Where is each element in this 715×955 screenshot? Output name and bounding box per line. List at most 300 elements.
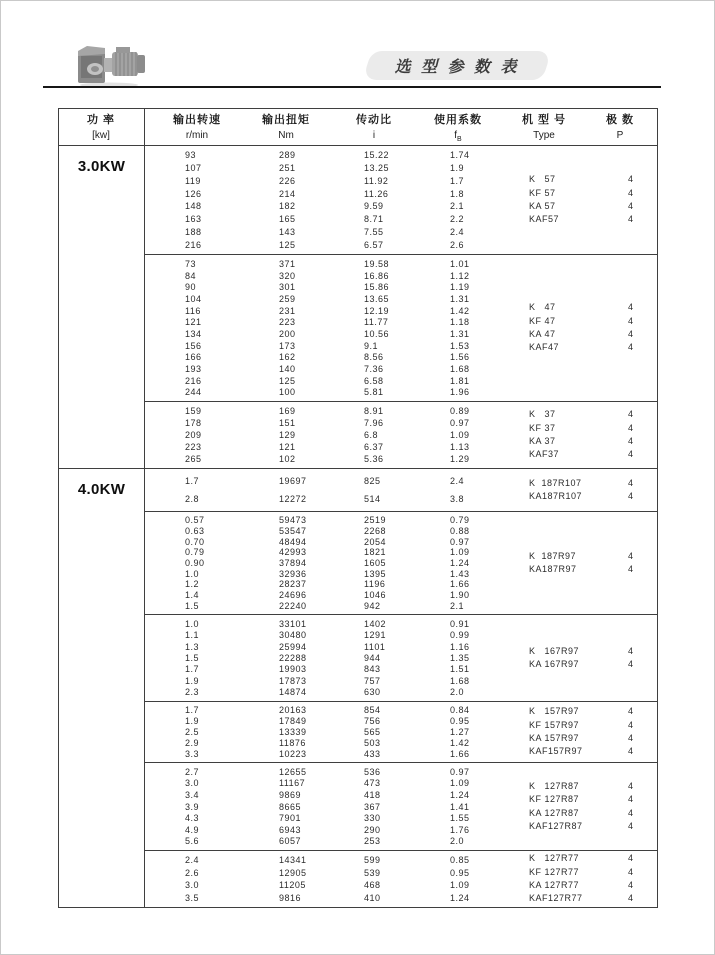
torque-value: 11876 <box>279 737 306 748</box>
poles-value: 4 <box>628 302 634 313</box>
type-designation: KAF37 <box>529 449 560 460</box>
torque-column <box>279 763 307 850</box>
page-title-badge <box>362 51 551 80</box>
type-designation: K 37 <box>529 409 556 420</box>
torque-value: 226 <box>279 175 296 186</box>
torque-value: 7901 <box>279 813 302 824</box>
poles-value: 4 <box>628 807 634 818</box>
type-designation: KA 167R97 <box>529 659 580 669</box>
type-designation: KA 157R97 <box>529 733 580 743</box>
speed-value: 4.9 <box>185 824 200 835</box>
speed-value: 244 <box>185 387 202 398</box>
speed-value: 107 <box>185 163 202 174</box>
torque-value: 53547 <box>279 526 307 536</box>
torque-value: 28237 <box>279 579 307 590</box>
speed-column <box>185 702 199 762</box>
type-designation: KAF127R77 <box>529 893 583 904</box>
ratio-block <box>144 701 657 762</box>
power-section-data <box>144 146 657 468</box>
type-column <box>529 615 579 701</box>
factor-value: 1.8 <box>450 188 465 199</box>
factor-value: 1.66 <box>450 579 470 590</box>
factor-value: 0.97 <box>450 766 470 777</box>
ratio-value: 9.59 <box>364 201 384 212</box>
factor-value: 1.24 <box>450 789 470 800</box>
speed-value: 3.4 <box>185 789 200 800</box>
torque-value: 165 <box>279 214 296 225</box>
speed-value: 1.3 <box>185 641 200 652</box>
torque-column <box>279 851 307 907</box>
factor-value: 1.56 <box>450 352 470 363</box>
factor-value: 1.19 <box>450 282 470 293</box>
speed-value: 0.63 <box>185 526 205 536</box>
ratio-value: 1046 <box>364 590 387 601</box>
factor-value: 1.31 <box>450 328 470 339</box>
speed-value: 3.0 <box>185 880 200 891</box>
factor-value: 0.97 <box>450 418 470 428</box>
torque-value: 121 <box>279 442 296 452</box>
poles-value: 4 <box>628 449 634 460</box>
speed-value: 2.7 <box>185 766 200 777</box>
ratio-value: 1395 <box>364 568 387 579</box>
speed-column <box>185 255 202 401</box>
speed-value: 3.5 <box>185 892 200 903</box>
factor-value: 1.42 <box>450 737 470 748</box>
torque-value: 19903 <box>279 664 307 675</box>
power-column-divider <box>144 109 145 907</box>
ratio-value: 11.26 <box>364 188 389 199</box>
ratio-value: 418 <box>364 789 381 800</box>
speed-value: 216 <box>185 375 202 386</box>
torque-value: 200 <box>279 328 296 339</box>
speed-value: 156 <box>185 340 202 351</box>
power-section <box>59 468 657 907</box>
factor-value: 2.0 <box>450 687 465 698</box>
torque-value: 22240 <box>279 600 307 611</box>
type-designation: KF 47 <box>529 315 556 326</box>
type-designation: KA 127R77 <box>529 880 580 890</box>
speed-value: 216 <box>185 239 202 250</box>
speed-column <box>185 469 199 511</box>
col-header-service-factor <box>434 112 482 146</box>
type-designation: KA 57 <box>529 201 556 211</box>
type-column <box>529 763 583 850</box>
torque-value: 12272 <box>279 494 307 504</box>
col-header-power-unit: [kw] <box>92 130 110 141</box>
speed-value: 4.3 <box>185 813 200 824</box>
factor-column <box>450 702 470 762</box>
col-header-speed <box>173 112 221 142</box>
type-column <box>529 146 559 254</box>
ratio-value: 433 <box>364 748 381 759</box>
torque-value: 22288 <box>279 652 307 663</box>
torque-column <box>279 469 307 511</box>
torque-value: 182 <box>279 201 296 212</box>
ratio-block <box>144 762 657 850</box>
factor-value: 1.09 <box>450 430 470 440</box>
speed-value: 2.6 <box>185 867 200 878</box>
factor-value: 2.6 <box>450 239 465 250</box>
torque-value: 12905 <box>279 867 307 878</box>
poles-value: 4 <box>628 564 634 574</box>
type-column <box>529 512 577 614</box>
ratio-value: 16.86 <box>364 270 390 281</box>
factor-value: 0.95 <box>450 716 470 727</box>
table-body <box>59 146 657 907</box>
factor-value: 1.96 <box>450 387 470 398</box>
speed-value: 159 <box>185 406 202 416</box>
type-designation: KAF127R87 <box>529 820 583 831</box>
torque-value: 6057 <box>279 836 302 847</box>
poles-column <box>628 702 634 762</box>
speed-value: 5.6 <box>185 836 200 847</box>
poles-value: 4 <box>628 659 634 669</box>
type-column <box>529 402 559 468</box>
speed-value: 0.70 <box>185 536 205 547</box>
speed-value: 1.7 <box>185 664 200 675</box>
ratio-value: 565 <box>364 726 381 737</box>
poles-value: 4 <box>628 174 634 185</box>
factor-column <box>450 402 470 468</box>
power-section-data <box>144 469 657 907</box>
factor-value: 1.43 <box>450 568 470 579</box>
col-header-power <box>87 112 115 142</box>
speed-column <box>185 763 199 850</box>
speed-value: 1.1 <box>185 630 200 641</box>
factor-value: 1.53 <box>450 340 470 351</box>
type-designation: KA 37 <box>529 436 556 446</box>
ratio-column <box>364 851 381 907</box>
ratio-value: 330 <box>364 813 381 824</box>
torque-value: 37894 <box>279 558 307 569</box>
ratio-value: 13.25 <box>364 163 390 174</box>
ratio-value: 7.96 <box>364 418 384 428</box>
torque-value: 11167 <box>279 778 306 789</box>
ratio-value: 854 <box>364 705 381 716</box>
gearmotor-illustration <box>75 42 157 90</box>
speed-value: 1.0 <box>185 618 200 629</box>
torque-column <box>279 615 307 701</box>
torque-value: 14341 <box>279 855 307 866</box>
factor-column <box>450 469 464 511</box>
factor-value: 2.4 <box>450 476 465 486</box>
factor-value: 1.13 <box>450 442 470 452</box>
torque-value: 48494 <box>279 536 307 547</box>
ratio-column <box>364 702 381 762</box>
speed-value: 1.7 <box>185 476 200 486</box>
ratio-value: 10.56 <box>364 328 390 339</box>
factor-value: 2.1 <box>450 600 465 611</box>
factor-value: 1.35 <box>450 652 470 663</box>
factor-value: 1.68 <box>450 675 470 686</box>
ratio-value: 2268 <box>364 526 387 536</box>
type-designation: KF 57 <box>529 187 556 198</box>
speed-value: 90 <box>185 282 197 293</box>
type-designation: K 47 <box>529 302 556 313</box>
speed-value: 134 <box>185 328 202 339</box>
torque-value: 102 <box>279 454 296 464</box>
torque-column <box>279 255 296 401</box>
ratio-column <box>364 512 386 614</box>
poles-column <box>628 512 634 614</box>
ratio-block <box>144 469 657 511</box>
speed-value: 93 <box>185 150 197 161</box>
factor-value: 0.88 <box>450 526 470 536</box>
speed-column <box>185 851 199 907</box>
torque-value: 231 <box>279 305 296 316</box>
ratio-value: 15.22 <box>364 150 390 161</box>
speed-value: 3.9 <box>185 801 200 812</box>
poles-column <box>628 615 634 701</box>
poles-value: 4 <box>628 409 634 420</box>
speed-value: 0.57 <box>185 515 205 526</box>
col-header-service-factor-unit: $f_B$ <box>454 130 462 143</box>
ratio-column <box>364 402 384 468</box>
speed-value: 1.2 <box>185 579 200 590</box>
factor-column <box>450 615 470 701</box>
type-designation: K 157R97 <box>529 706 580 717</box>
poles-column <box>628 146 634 254</box>
col-header-torque-unit: Nm <box>278 130 294 141</box>
col-header-speed-zh: 输出转速 <box>173 114 221 126</box>
ratio-value: 473 <box>364 778 381 789</box>
col-header-ratio-zh: 传动比 <box>356 114 392 126</box>
poles-value: 4 <box>628 820 634 831</box>
gearmotor-photo <box>75 42 157 90</box>
ratio-block <box>144 614 657 701</box>
type-designation: K 187R107 <box>529 477 582 488</box>
torque-value: 19697 <box>279 476 307 486</box>
factor-value: 1.9 <box>450 163 465 174</box>
col-header-ratio-unit: i <box>372 130 376 141</box>
factor-value: 2.2 <box>450 214 465 225</box>
speed-value: 126 <box>185 188 202 199</box>
torque-column <box>279 402 296 468</box>
factor-value: 1.24 <box>450 892 470 903</box>
ratio-value: 6.58 <box>364 375 384 386</box>
factor-column <box>450 512 470 614</box>
poles-value: 4 <box>628 780 634 791</box>
type-column <box>529 702 583 762</box>
factor-column <box>450 255 470 401</box>
factor-value: 0.99 <box>450 630 470 641</box>
ratio-value: 468 <box>364 880 381 891</box>
torque-value: 129 <box>279 430 296 440</box>
type-designation: K 127R77 <box>529 853 580 864</box>
ratio-value: 1402 <box>364 618 387 629</box>
torque-value: 30480 <box>279 630 307 641</box>
torque-value: 100 <box>279 387 296 398</box>
factor-value: 1.68 <box>450 363 470 374</box>
torque-value: 59473 <box>279 515 307 526</box>
torque-value: 223 <box>279 317 296 328</box>
col-header-torque <box>262 112 310 142</box>
col-header-service-factor-zh: 使用系数 <box>434 114 482 126</box>
factor-value: 0.89 <box>450 406 470 416</box>
factor-value: 1.09 <box>450 547 470 558</box>
poles-value: 4 <box>628 550 634 561</box>
factor-value: 1.66 <box>450 748 470 759</box>
ratio-value: 503 <box>364 737 381 748</box>
factor-value: 1.27 <box>450 726 470 737</box>
speed-value: 166 <box>185 352 202 363</box>
factor-value: 0.79 <box>450 515 470 526</box>
type-column <box>529 469 582 511</box>
ratio-block <box>144 401 657 468</box>
col-header-type-zh: 机 型 号 <box>521 114 567 126</box>
torque-value: 214 <box>279 188 296 199</box>
factor-value: 2.4 <box>450 226 465 237</box>
speed-value: 1.7 <box>185 705 200 716</box>
poles-value: 4 <box>628 187 634 198</box>
factor-value: 1.12 <box>450 270 470 281</box>
type-designation: KF 127R87 <box>529 794 580 805</box>
poles-value: 4 <box>628 436 634 446</box>
speed-value: 1.5 <box>185 600 200 611</box>
poles-value: 4 <box>628 214 634 225</box>
power-cell <box>59 469 144 907</box>
speed-value: 84 <box>185 270 197 281</box>
ratio-value: 6.57 <box>364 239 384 250</box>
ratio-value: 942 <box>364 600 381 611</box>
ratio-value: 12.19 <box>364 305 390 316</box>
torque-value: 13339 <box>279 726 307 737</box>
factor-value: 1.55 <box>450 813 470 824</box>
factor-value: 1.18 <box>450 317 470 328</box>
ratio-value: 1196 <box>364 579 386 590</box>
ratio-value: 1101 <box>364 641 386 652</box>
ratio-block <box>144 511 657 614</box>
ratio-block <box>144 146 657 254</box>
speed-value: 116 <box>185 305 201 316</box>
speed-value: 178 <box>185 418 202 428</box>
torque-value: 6943 <box>279 824 302 835</box>
col-header-type-unit: Type <box>533 130 555 141</box>
speed-value: 119 <box>185 175 201 186</box>
poles-value: 4 <box>628 733 634 743</box>
factor-value: 1.7 <box>450 175 465 186</box>
ratio-value: 6.8 <box>364 430 379 440</box>
torque-value: 20163 <box>279 705 307 716</box>
ratio-column <box>364 469 381 511</box>
torque-value: 151 <box>279 418 296 428</box>
poles-value: 4 <box>628 853 634 864</box>
ratio-block <box>144 850 657 907</box>
ratio-value: 1291 <box>364 630 387 641</box>
ratio-value: 825 <box>364 476 381 486</box>
ratio-value: 8.91 <box>364 406 384 416</box>
col-header-poles-unit: P <box>616 130 624 141</box>
poles-column <box>628 763 634 850</box>
ratio-value: 5.81 <box>364 387 384 398</box>
poles-value: 4 <box>628 706 634 717</box>
col-header-poles-zh: 极 数 <box>605 114 635 126</box>
factor-value: 1.09 <box>450 880 470 891</box>
speed-value: 2.8 <box>185 494 200 504</box>
ratio-column <box>364 763 381 850</box>
speed-value: 104 <box>185 293 202 304</box>
speed-value: 265 <box>185 454 202 464</box>
factor-value: 1.24 <box>450 558 470 569</box>
ratio-column <box>364 146 389 254</box>
poles-column <box>628 851 634 907</box>
ratio-value: 5.36 <box>364 454 384 464</box>
col-header-ratio <box>356 112 392 142</box>
torque-value: 371 <box>279 258 296 269</box>
ratio-value: 410 <box>364 892 381 903</box>
speed-value: 73 <box>185 258 197 269</box>
ratio-value: 630 <box>364 687 381 698</box>
type-designation: KAF47 <box>529 342 560 353</box>
speed-value: 2.4 <box>185 855 200 866</box>
torque-value: 140 <box>279 363 296 374</box>
speed-value: 1.4 <box>185 590 200 601</box>
torque-value: 169 <box>279 406 296 416</box>
factor-value: 2.1 <box>450 201 465 212</box>
ratio-column <box>364 615 386 701</box>
poles-value: 4 <box>628 893 634 904</box>
torque-value: 33101 <box>279 618 307 629</box>
speed-value: 3.0 <box>185 778 200 789</box>
speed-column <box>185 512 205 614</box>
poles-value: 4 <box>628 746 634 757</box>
ratio-value: 2519 <box>364 515 387 526</box>
speed-value: 193 <box>185 363 202 374</box>
factor-value: 1.31 <box>450 293 470 304</box>
ratio-value: 514 <box>364 494 381 504</box>
type-designation: KA 127R87 <box>529 807 580 818</box>
poles-value: 4 <box>628 645 634 656</box>
torque-value: 10223 <box>279 748 307 759</box>
ratio-value: 944 <box>364 652 381 663</box>
power-cell <box>59 146 144 468</box>
poles-value: 4 <box>628 342 634 353</box>
poles-value: 4 <box>628 794 634 805</box>
speed-value: 209 <box>185 430 202 440</box>
speed-value: 1.9 <box>185 675 200 686</box>
ratio-value: 367 <box>364 801 381 812</box>
ratio-value: 13.65 <box>364 293 390 304</box>
speed-column <box>185 402 202 468</box>
factor-value: 1.01 <box>450 258 470 269</box>
factor-value: 1.51 <box>450 664 470 675</box>
ratio-value: 843 <box>364 664 381 675</box>
ratio-value: 7.36 <box>364 363 384 374</box>
torque-column <box>279 702 307 762</box>
torque-value: 289 <box>279 150 296 161</box>
power-section <box>59 146 657 468</box>
type-designation: KA187R107 <box>529 491 583 501</box>
torque-value: 301 <box>279 282 296 293</box>
speed-value: 0.90 <box>185 558 205 569</box>
torque-value: 14874 <box>279 687 307 698</box>
ratio-value: 6.37 <box>364 442 384 452</box>
ratio-value: 11.92 <box>364 175 389 186</box>
type-designation: K 127R87 <box>529 780 580 791</box>
torque-value: 25994 <box>279 641 307 652</box>
type-designation: KF 37 <box>529 422 556 433</box>
speed-value: 1.9 <box>185 716 200 727</box>
torque-value: 8665 <box>279 801 302 812</box>
type-designation: K 167R97 <box>529 645 580 656</box>
ratio-block <box>144 254 657 401</box>
ratio-value: 539 <box>364 867 381 878</box>
poles-value: 4 <box>628 315 634 326</box>
factor-column <box>450 763 470 850</box>
ratio-value: 536 <box>364 766 381 777</box>
ratio-value: 253 <box>364 836 381 847</box>
torque-value: 9816 <box>279 892 302 903</box>
